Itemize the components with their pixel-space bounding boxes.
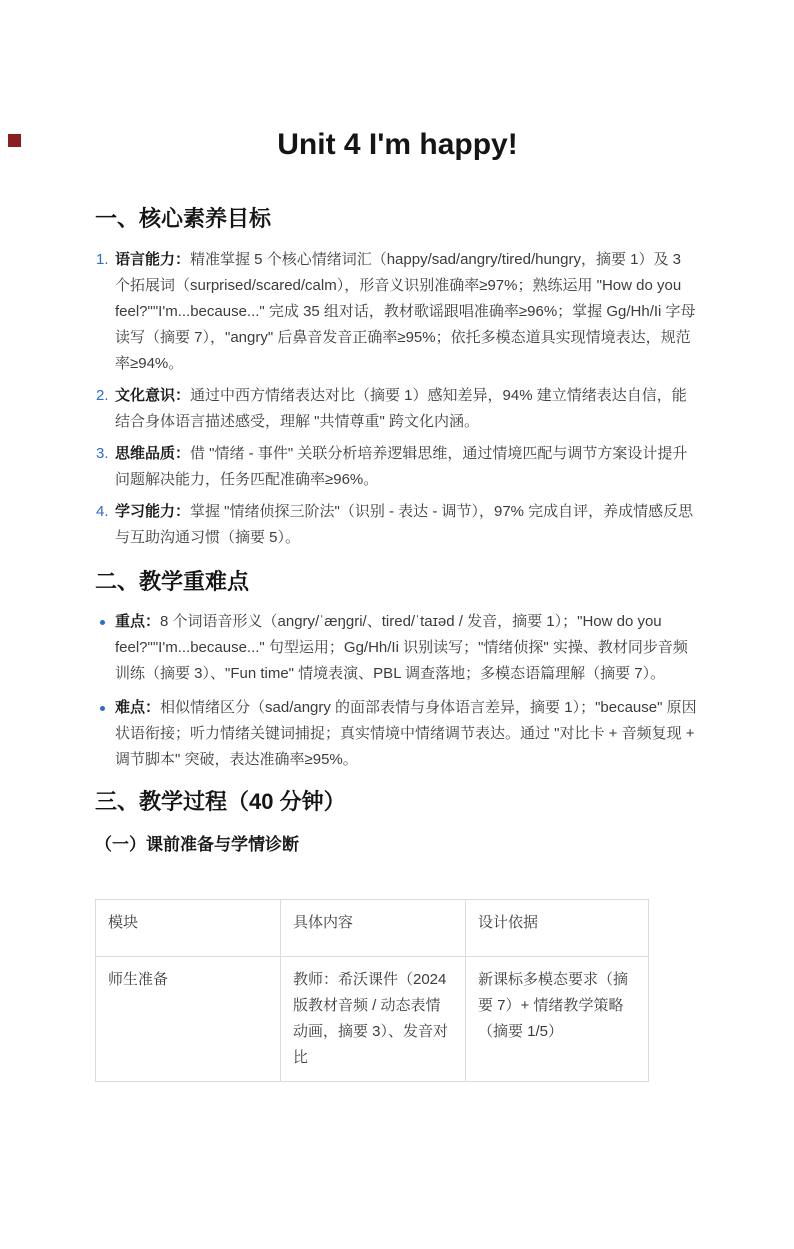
cell-rationale: 新课标多模态要求（摘要 7）+ 情绪教学策略（摘要 1/5）: [466, 957, 649, 1082]
key-points-list: [95, 609, 700, 773]
column-header-content: 具体内容: [281, 900, 466, 957]
table-row: [96, 957, 649, 1082]
list-number: 2.: [96, 387, 109, 404]
item-label: 语言能力：: [115, 251, 191, 268]
list-item-language-ability: [95, 247, 700, 377]
pre-class-preparation-table: [95, 899, 649, 1082]
section-heading-key-points: 二、教学重难点: [95, 569, 250, 594]
item-text: 通过中西方情绪表达对比（摘要 1）感知差异，94% 建立情绪表达自信，能结合身体语言描述感受，理解 "共情尊重" 跨文化内涵。: [115, 387, 687, 430]
core-goals-list: [95, 247, 700, 551]
list-number: 4.: [96, 503, 109, 520]
item-text: 掌握 "情绪侦探三阶法"（识别 - 表达 - 调节），97% 完成自评，养成情感反思与互助沟通习惯（摘要 5）。: [115, 503, 694, 546]
document-page: [0, 126, 794, 1082]
column-header-rationale: 设计依据: [466, 900, 649, 957]
bullet-item-key-point: [95, 609, 700, 687]
list-item-thinking-quality: [95, 441, 700, 493]
item-text: 借 "情绪 - 事件" 关联分析培养逻辑思维，通过情境匹配与调节方案设计提升问题解决能力，任务匹配准确率≥96%。: [115, 445, 688, 488]
list-number: 3.: [96, 445, 109, 462]
item-label: 重点：: [115, 613, 161, 630]
item-text: 8 个词语音形义（angry/ˈæŋgri/、tired/ˈtaɪəd / 发音，摘要 1）；"How do you feel?""I'm...because..." 句型运用；Gg/Hh/Ii 识别读写；"情绪侦探" 实操、教材同步音频训练（摘要 3）、"Fun time" 情境表演、PBL 调查落地；多模态语篇理解（摘要 7）。: [115, 613, 688, 682]
item-label: 学习能力：: [115, 503, 191, 520]
bullet-item-difficult-point: [95, 695, 700, 773]
item-text: 相似情绪区分（sad/angry 的面部表情与身体语言差异，摘要 1）；"because" 原因状语衔接；听力情绪关键词捕捉；真实情境中情绪调节表达。通过 "对比卡 + 音频复现 + 调节脚本" 突破，表达准确率≥95%。: [115, 699, 697, 768]
item-label: 难点：: [115, 699, 161, 716]
subsection-heading-pre-class: （一）课前准备与学情诊断: [95, 835, 299, 854]
cell-module: 师生准备: [96, 957, 281, 1082]
bullet-icon: [100, 706, 105, 711]
bullet-icon: [100, 620, 105, 625]
section-heading-teaching-process: 三、教学过程（40 分钟）: [95, 789, 346, 814]
corner-marker: [8, 134, 21, 147]
list-item-cultural-awareness: [95, 383, 700, 435]
item-label: 思维品质：: [115, 445, 191, 462]
list-number: 1.: [96, 251, 109, 268]
table-header-row: [96, 900, 649, 957]
item-label: 文化意识：: [115, 387, 191, 404]
list-item-learning-ability: [95, 499, 700, 551]
section-heading-core-goals: 一、核心素养目标: [95, 206, 272, 231]
item-text: 精准掌握 5 个核心情绪词汇（happy/sad/angry/tired/hungry，摘要 1）及 3 个拓展词（surprised/scared/calm），形音义识别准确率≥97%；熟练运用 "How do you feel?""I'm...because..." 完成 35 组对话，教材歌谣跟唱准确率≥96%；掌握 Gg/Hh/Ii 字母读写（摘要 7），"angry" 后鼻音发音正确率≥95%；依托多模态道具实现情境表达，规范率≥94%。: [115, 251, 696, 372]
column-header-module: 模块: [96, 900, 281, 957]
page-title: Unit 4 I'm happy!: [277, 128, 518, 161]
cell-content: 教师：希沃课件（2024 版教材音频 / 动态表情动画，摘要 3）、发音对比: [281, 957, 466, 1082]
